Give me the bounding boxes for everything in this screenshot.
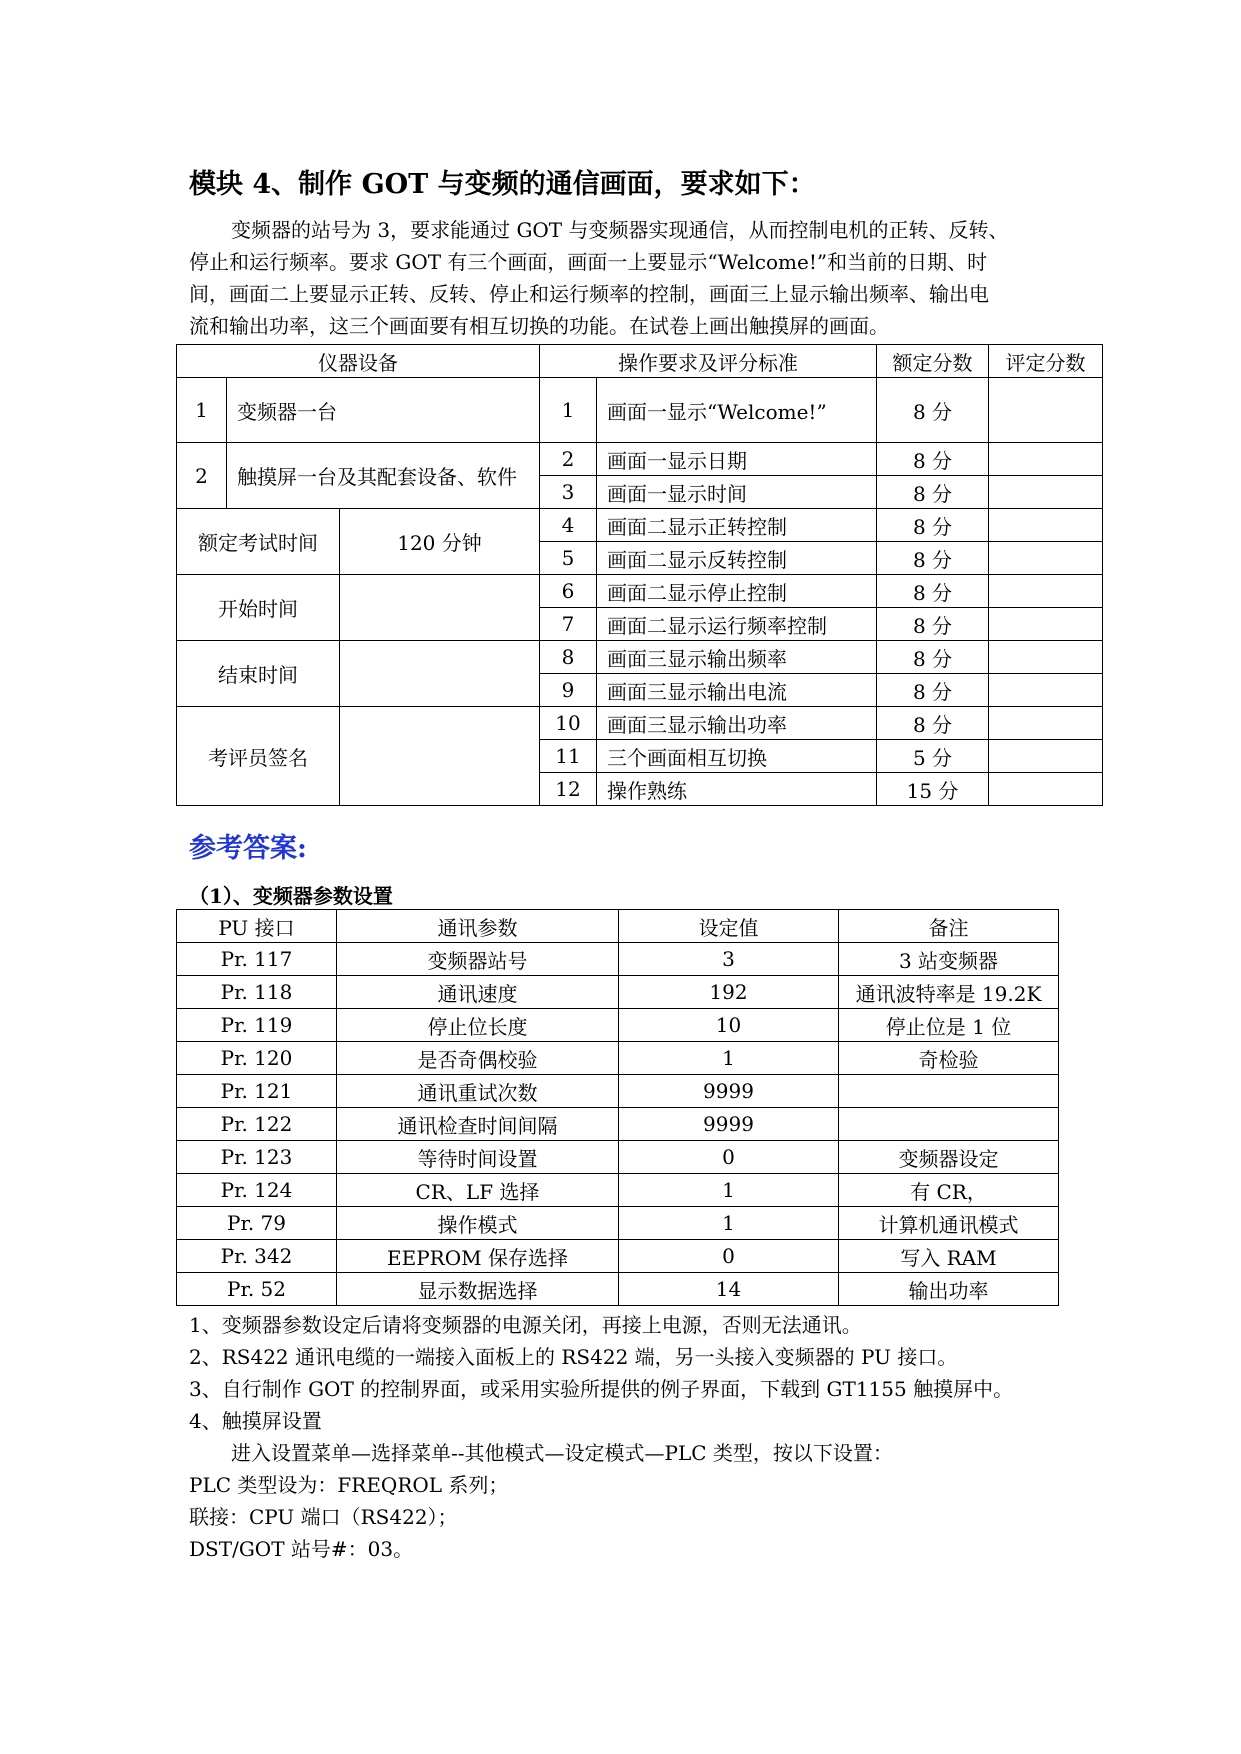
param-value: 0 (619, 1240, 839, 1273)
param-remark: 奇检验 (839, 1042, 1059, 1075)
intro-line-4: 流和输出功率，这三个画面要有相互切换的功能。在试卷上画出触摸屏的画面。 (189, 314, 889, 338)
module-heading: 模块 4、制作 GOT 与变频的通信画面，要求如下： (189, 169, 816, 200)
param-remark: 3 站变频器 (839, 943, 1059, 976)
equipment-name: 变频器一台 (227, 378, 540, 443)
equipment-no: 2 (177, 443, 227, 509)
param-pu: Pr. 121 (177, 1075, 337, 1108)
item-assessed (989, 378, 1103, 443)
param-pu: Pr. 117 (177, 943, 337, 976)
param-header-remark: 备注 (839, 910, 1059, 943)
item-score: 8 分 (877, 509, 989, 542)
item-score: 8 分 (877, 476, 989, 509)
param-pu: Pr. 79 (177, 1207, 337, 1240)
item-no: 10 (540, 707, 597, 740)
param-value: 3 (619, 943, 839, 976)
param-pu: Pr. 52 (177, 1273, 337, 1306)
item-no: 8 (540, 641, 597, 674)
item-no: 1 (540, 378, 597, 443)
item-no: 11 (540, 740, 597, 773)
param-value: 0 (619, 1141, 839, 1174)
item-requirement: 画面一显示“Welcome!” (597, 378, 877, 443)
table-row (177, 1042, 1059, 1075)
param-value: 1 (619, 1042, 839, 1075)
item-assessed (989, 773, 1103, 806)
param-name: 操作模式 (337, 1207, 619, 1240)
item-assessed (989, 509, 1103, 542)
item-assessed (989, 575, 1103, 608)
item-no: 7 (540, 608, 597, 641)
param-value: 10 (619, 1009, 839, 1042)
param-name: 变频器站号 (337, 943, 619, 976)
header-assessed-score: 评定分数 (989, 345, 1103, 378)
table-row (177, 1207, 1059, 1240)
item-score: 8 分 (877, 378, 989, 443)
item-score: 8 分 (877, 674, 989, 707)
note-8: DST/GOT 站号#：03。 (189, 1537, 414, 1561)
item-requirement: 三个画面相互切换 (597, 740, 877, 773)
param-name: 是否奇偶校验 (337, 1042, 619, 1075)
param-remark: 计算机通讯模式 (839, 1207, 1059, 1240)
score-table (176, 344, 1103, 806)
param-remark: 输出功率 (839, 1273, 1059, 1306)
param-pu: Pr. 342 (177, 1240, 337, 1273)
param-value: 14 (619, 1273, 839, 1306)
param-pu: Pr. 124 (177, 1174, 337, 1207)
item-assessed (989, 443, 1103, 476)
item-score: 8 分 (877, 707, 989, 740)
table-row (177, 1174, 1059, 1207)
equipment-no: 1 (177, 378, 227, 443)
reference-answer-heading: 参考答案: (189, 833, 307, 864)
param-pu: Pr. 122 (177, 1108, 337, 1141)
param-name: 通讯检查时间间隔 (337, 1108, 619, 1141)
intro-line-3: 间，画面二上要显示正转、反转、停止和运行频率的控制，画面三上显示输出频率、输出电 (189, 282, 989, 306)
item-no: 5 (540, 542, 597, 575)
examiner-signature-value (340, 707, 540, 806)
item-assessed (989, 608, 1103, 641)
param-name: 显示数据选择 (337, 1273, 619, 1306)
end-time-label: 结束时间 (177, 641, 340, 707)
note-3: 3、自行制作 GOT 的控制界面，或采用实验所提供的例子界面，下载到 GT1155 触摸屏中。 (189, 1377, 1014, 1401)
param-table (176, 909, 1059, 1306)
item-requirement: 画面一显示日期 (597, 443, 877, 476)
header-equipment: 仪器设备 (177, 345, 540, 378)
note-7: 联接：CPU 端口（RS422）； (189, 1505, 458, 1529)
table-row (177, 1075, 1059, 1108)
equipment-name: 触摸屏一台及其配套设备、软件 (227, 443, 540, 509)
param-section-heading: （1）、变频器参数设置 (189, 884, 393, 908)
param-pu: Pr. 119 (177, 1009, 337, 1042)
table-row (177, 1108, 1059, 1141)
item-assessed (989, 707, 1103, 740)
param-value: 192 (619, 976, 839, 1009)
item-score: 8 分 (877, 608, 989, 641)
param-remark (839, 1108, 1059, 1141)
exam-time-value: 120 分钟 (340, 509, 540, 575)
item-no: 6 (540, 575, 597, 608)
param-pu: Pr. 120 (177, 1042, 337, 1075)
table-row (177, 1141, 1059, 1174)
item-requirement: 画面三显示输出功率 (597, 707, 877, 740)
table-row (177, 1009, 1059, 1042)
table-row (177, 1240, 1059, 1273)
param-name: 停止位长度 (337, 1009, 619, 1042)
param-header-comm: 通讯参数 (337, 910, 619, 943)
item-score: 8 分 (877, 443, 989, 476)
item-requirement: 画面三显示输出电流 (597, 674, 877, 707)
item-no: 4 (540, 509, 597, 542)
param-name: 通讯重试次数 (337, 1075, 619, 1108)
intro-line-1: 变频器的站号为 3，要求能通过 GOT 与变频器实现通信，从而控制电机的正转、反转、 (231, 218, 1009, 242)
item-requirement: 画面一显示时间 (597, 476, 877, 509)
start-time-label: 开始时间 (177, 575, 340, 641)
param-remark: 变频器设定 (839, 1141, 1059, 1174)
start-time-value (340, 575, 540, 641)
param-pu: Pr. 118 (177, 976, 337, 1009)
item-no: 12 (540, 773, 597, 806)
item-no: 2 (540, 443, 597, 476)
note-5: 进入设置菜单—选择菜单--其他模式—设定模式—PLC 类型，按以下设置： (231, 1441, 893, 1465)
item-score: 8 分 (877, 542, 989, 575)
param-value: 9999 (619, 1075, 839, 1108)
param-name: 等待时间设置 (337, 1141, 619, 1174)
exam-time-label: 额定考试时间 (177, 509, 340, 575)
param-remark: 通讯波特率是 19.2K (839, 976, 1059, 1009)
item-score: 15 分 (877, 773, 989, 806)
param-remark: 有 CR， (839, 1174, 1059, 1207)
intro-line-2: 停止和运行频率。要求 GOT 有三个画面，画面一上要显示“Welcome!”和当前的日期、时 (189, 250, 988, 274)
param-value: 1 (619, 1207, 839, 1240)
param-value: 1 (619, 1174, 839, 1207)
note-1: 1、变频器参数设定后请将变频器的电源关闭，再接上电源，否则无法通讯。 (189, 1313, 862, 1337)
item-requirement: 画面二显示正转控制 (597, 509, 877, 542)
param-value: 9999 (619, 1108, 839, 1141)
param-remark: 停止位是 1 位 (839, 1009, 1059, 1042)
note-2: 2、RS422 通讯电缆的一端接入面板上的 RS422 端，另一头接入变频器的 PU 接口。 (189, 1345, 958, 1369)
table-row (177, 943, 1059, 976)
item-assessed (989, 674, 1103, 707)
item-requirement: 画面二显示反转控制 (597, 542, 877, 575)
param-header-value: 设定值 (619, 910, 839, 943)
item-assessed (989, 476, 1103, 509)
param-name: EEPROM 保存选择 (337, 1240, 619, 1273)
param-header-pu: PU 接口 (177, 910, 337, 943)
item-requirement: 画面二显示停止控制 (597, 575, 877, 608)
item-requirement: 画面三显示输出频率 (597, 641, 877, 674)
param-remark: 写入 RAM (839, 1240, 1059, 1273)
item-score: 8 分 (877, 575, 989, 608)
param-name: 通讯速度 (337, 976, 619, 1009)
header-requirements: 操作要求及评分标准 (540, 345, 877, 378)
item-requirement: 画面二显示运行频率控制 (597, 608, 877, 641)
end-time-value (340, 641, 540, 707)
param-pu: Pr. 123 (177, 1141, 337, 1174)
item-assessed (989, 740, 1103, 773)
param-name: CR、LF 选择 (337, 1174, 619, 1207)
header-rated-score: 额定分数 (877, 345, 989, 378)
item-score: 5 分 (877, 740, 989, 773)
item-assessed (989, 542, 1103, 575)
item-score: 8 分 (877, 641, 989, 674)
note-4: 4、触摸屏设置 (189, 1409, 322, 1433)
param-remark (839, 1075, 1059, 1108)
item-assessed (989, 641, 1103, 674)
table-row (177, 976, 1059, 1009)
item-no: 9 (540, 674, 597, 707)
examiner-signature-label: 考评员签名 (177, 707, 340, 806)
table-row (177, 1273, 1059, 1306)
item-no: 3 (540, 476, 597, 509)
note-6: PLC 类型设为：FREQROL 系列； (189, 1473, 509, 1497)
item-requirement: 操作熟练 (597, 773, 877, 806)
